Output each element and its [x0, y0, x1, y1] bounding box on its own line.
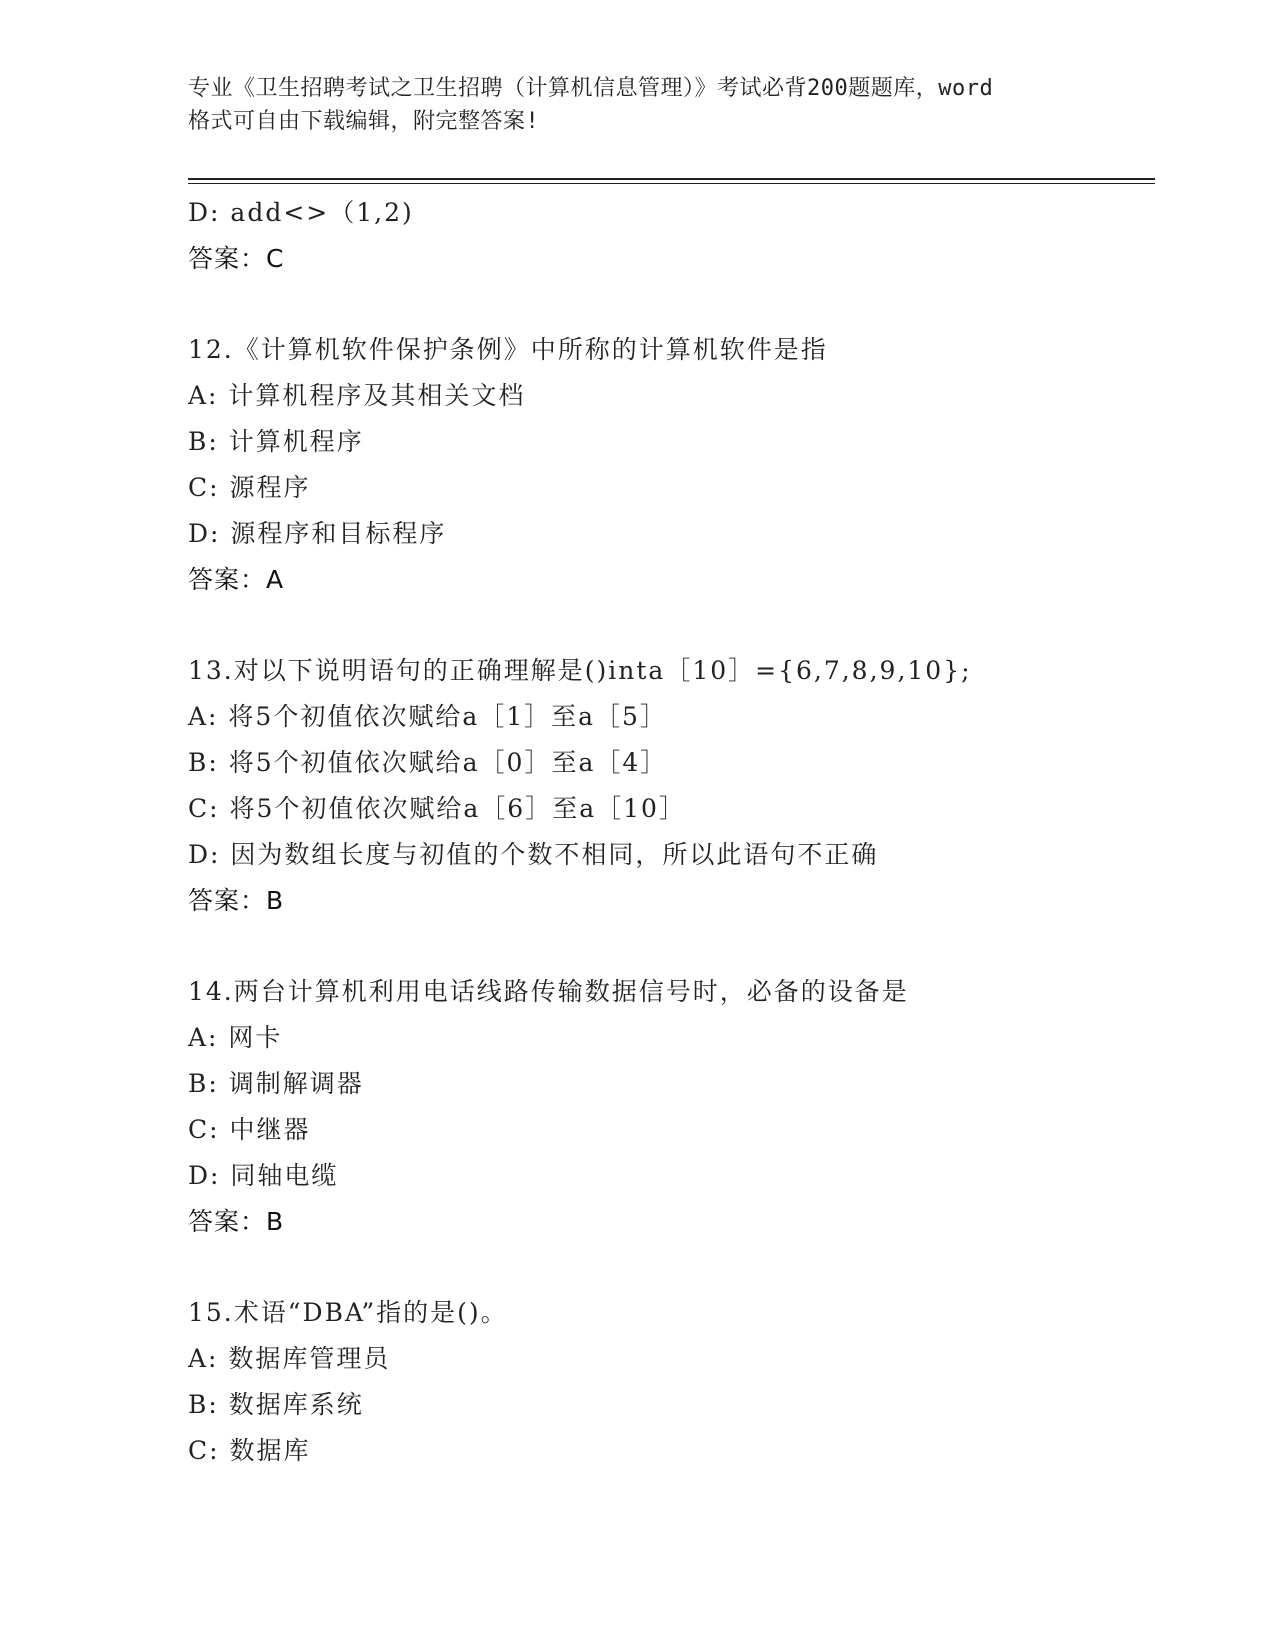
option-a: A: 计算机程序及其相关文档	[188, 381, 526, 410]
option-c: C: 数据库	[188, 1436, 311, 1465]
spacer	[188, 1245, 1155, 1290]
option-d: D: 源程序和目标程序	[188, 519, 447, 548]
question-text: 12.《计算机软件保护条例》中所称的计算机软件是指	[188, 335, 828, 364]
question-block-12	[188, 327, 1155, 603]
answer-line: 答案：B	[188, 1207, 285, 1236]
question-text: 15.术语“DBA”指的是()。	[188, 1298, 508, 1327]
option-c: C: 将5个初值依次赋给a［6］至a［10］	[188, 794, 686, 823]
question-list	[188, 190, 1155, 1474]
option-b: B: 计算机程序	[188, 427, 364, 456]
header-line-1: 专业《卫生招聘考试之卫生招聘（计算机信息管理）》考试必背200题题库，word	[188, 76, 994, 101]
question-block-13	[188, 648, 1155, 924]
question-block-15	[188, 1290, 1155, 1474]
option-c: C: 源程序	[188, 473, 311, 502]
option-d: D: 因为数组长度与初值的个数不相同，所以此语句不正确	[188, 840, 879, 869]
option-b: B: 调制解调器	[188, 1069, 364, 1098]
option-d: D: 同轴电缆	[188, 1161, 339, 1190]
answer-line: 答案：A	[188, 565, 285, 594]
header-divider-thin	[188, 183, 1155, 184]
option-c: C: 中继器	[188, 1115, 311, 1144]
option-a: A: 将5个初值依次赋给a［1］至a［5］	[188, 702, 667, 731]
answer-line: 答案：C	[188, 244, 285, 273]
option-a: A: 网卡	[188, 1023, 283, 1052]
spacer	[188, 603, 1155, 648]
question-text: 13.对以下说明语句的正确理解是()inta［10］={6,7,8,9,10};	[188, 656, 972, 685]
header-divider-thick	[188, 178, 1155, 180]
question-block-14	[188, 969, 1155, 1245]
header-line-2: 格式可自由下载编辑，附完整答案!	[188, 109, 540, 134]
question-text: 14.两台计算机利用电话线路传输数据信号时，必备的设备是	[188, 977, 909, 1006]
answer-line: 答案：B	[188, 886, 285, 915]
option-a: A: 数据库管理员	[188, 1344, 391, 1373]
option-d: D: add<>（1,2)	[188, 198, 414, 227]
document-header	[188, 72, 1088, 138]
question-block-prev	[188, 190, 1155, 282]
spacer	[188, 282, 1155, 327]
spacer	[188, 924, 1155, 969]
option-b: B: 将5个初值依次赋给a［0］至a［4］	[188, 748, 668, 777]
option-b: B: 数据库系统	[188, 1390, 364, 1419]
